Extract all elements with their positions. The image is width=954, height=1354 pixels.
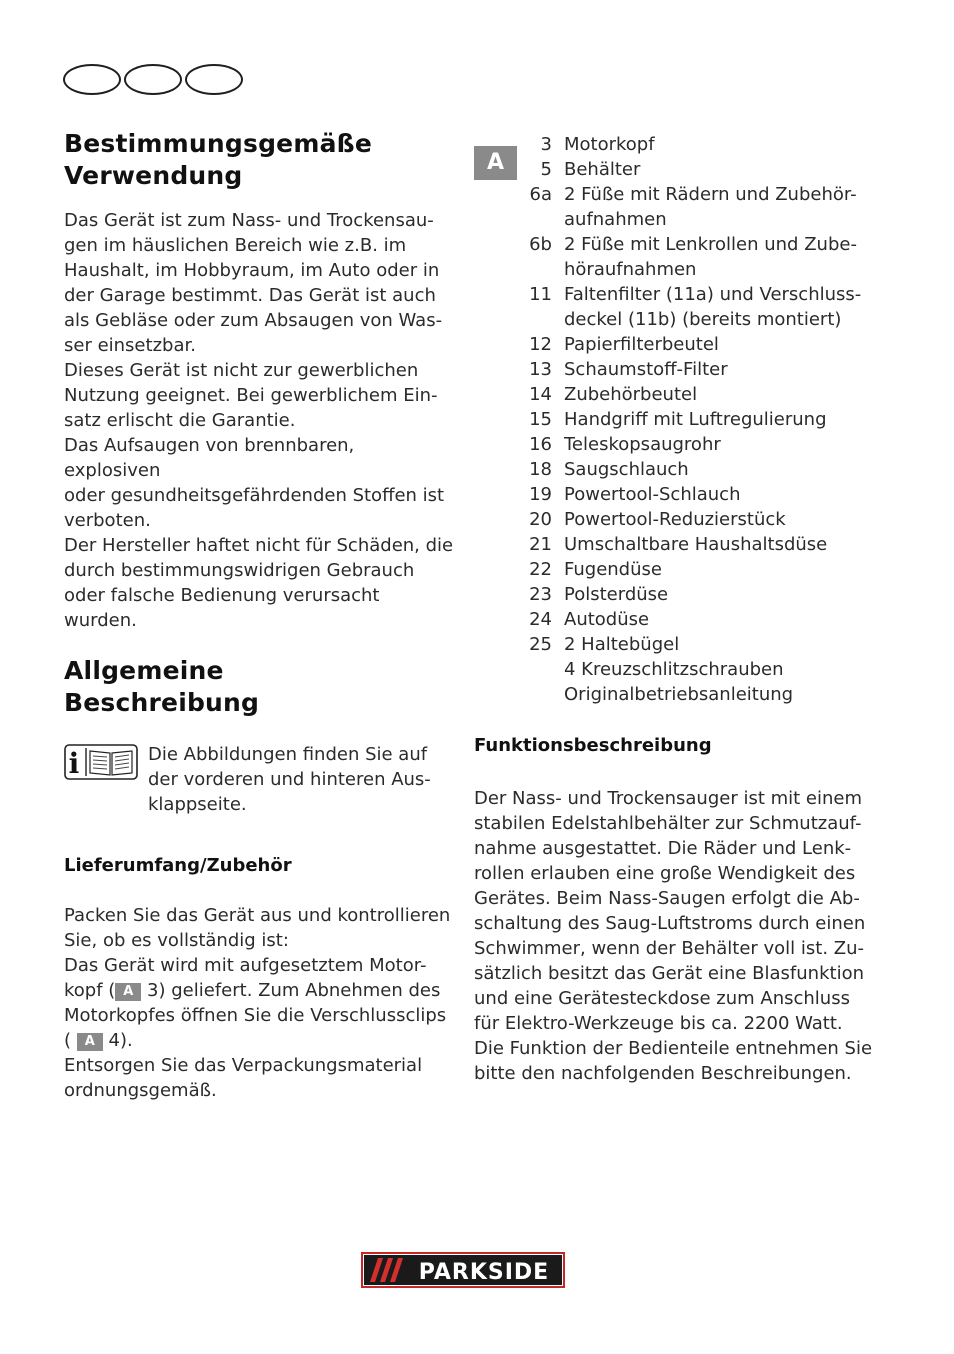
part-number: 21 [529,534,552,555]
parts-list-item [474,632,874,657]
part-name: Behälter [564,159,641,180]
text-line: Der Nass- und Trockensauger ist mit einem [474,788,863,809]
text-line: Dieses Gerät ist nicht zur gewerblichen [64,360,419,381]
part-number: 6b [529,234,552,255]
part-number [474,257,552,282]
language-ovals [63,64,243,95]
text-line: für Elektro-Werkzeuge bis ca. 2200 Watt. [474,1013,843,1034]
figure-a-badge: A [474,146,517,180]
text-line: satz erlischt die Garantie. [64,410,296,431]
text-line: Packen Sie das Gerät aus und kontrollieren [64,905,451,926]
part-number [474,657,552,682]
text-line: Nutzung geeignet. Bei gewerblichem Ein- [64,385,438,406]
part-name: Faltenfilter (11a) und Verschluss- [564,284,862,305]
part-number: 19 [529,484,552,505]
section-title-intended-use [64,128,454,192]
title-line: Verwendung [64,161,243,190]
title-line: Bestimmungsgemäße [64,129,372,158]
part-number: 15 [529,409,552,430]
parts-list-item [474,457,874,482]
text-line: bitte den nachfolgenden Beschreibungen. [474,1063,852,1084]
language-oval [124,64,182,95]
parts-list [474,132,874,707]
parts-list-item [474,682,874,707]
logo-wordmark: PARKSIDE [418,1260,550,1285]
part-number: 18 [529,459,552,480]
text-line: Der Hersteller haftet nicht für Schäden, die [64,535,454,556]
parts-list-item [474,182,874,207]
note-text [148,742,431,817]
text-line: Das Gerät wird mit aufgesetztem Motor- [64,955,427,976]
part-name: Powertool-Schlauch [564,484,741,505]
title-line: Allgemeine [64,656,224,685]
part-name: Motorkopf [564,134,655,155]
text-line: Die Abbildungen finden Sie auf [148,744,428,765]
parts-list-item [474,257,874,282]
part-number: 6a [529,184,552,205]
parts-list-item [474,582,874,607]
parts-list-item [474,657,874,682]
part-name: Powertool-Reduzierstück [564,509,786,530]
parts-list-item [474,232,874,257]
text-line: und eine Gerätesteckdose zum Anschluss [474,988,850,1009]
illustration-note [64,742,454,817]
section-title-description [64,655,454,719]
text-line [64,1028,454,1053]
parts-list-item [474,607,874,632]
text-line: der vorderen und hinteren Aus- [148,769,431,790]
text-line [64,978,454,1003]
text-line: Schwimmer, wenn der Behälter voll ist. Zu- [474,938,865,959]
parts-list-item [474,382,874,407]
parts-list-item [474,482,874,507]
section-title-function: Funktionsbeschreibung [474,735,712,756]
part-name: höraufnahmen [564,259,697,280]
svg-text:i: i [68,747,80,780]
text-line: klappseite. [148,794,247,815]
text-line: Haushalt, im Hobbyraum, im Auto oder in [64,260,440,281]
part-name: Handgriff mit Luftregulierung [564,409,827,430]
part-number: 16 [529,434,552,455]
part-name: Polsterdüse [564,584,669,605]
part-name: 2 Haltebügel [564,634,680,655]
parts-list-item [474,532,874,557]
part-number: 25 [529,634,552,655]
part-name: Schaumstoff-Filter [564,359,728,380]
part-number: 11 [529,284,552,305]
part-number: 13 [529,359,552,380]
function-text [474,786,874,1086]
part-number: 20 [529,509,552,530]
parts-list-item [474,307,874,332]
text-fragment: 3) geliefert. Zum Abnehmen des [147,980,441,1001]
language-oval [63,64,121,95]
parts-list-item [474,157,874,182]
part-name: Saugschlauch [564,459,689,480]
parts-list-item [474,132,874,157]
text-line: schaltung des Saug-Luftstroms durch einen [474,913,866,934]
scope-text [64,903,454,1103]
section-title-scope: Lieferumfang/Zubehör [64,855,292,876]
text-fragment: kopf ( [64,980,116,1001]
parts-list-item [474,282,874,307]
part-number: 14 [529,384,552,405]
text-line: ser einsetzbar. [64,335,196,356]
text-line: der Garage bestimmt. Das Gerät ist auch [64,285,436,306]
part-name: 2 Füße mit Rädern und Zubehör- [564,184,857,205]
part-name: 2 Füße mit Lenkrollen und Zube- [564,234,857,255]
part-name: Papierfilterbeutel [564,334,719,355]
part-name: 4 Kreuzschlitzschrauben [564,659,784,680]
part-name: Umschaltbare Haushaltsdüse [564,534,828,555]
part-number [474,207,552,232]
part-number [474,307,552,332]
text-line: Entsorgen Sie das Verpackungsmaterial [64,1055,423,1076]
text-line: Sie, ob es vollständig ist: [64,930,289,951]
text-line: sätzlich besitzt das Gerät eine Blasfunktion [474,963,864,984]
part-number: 24 [529,609,552,630]
text-fragment: 4). [108,1030,133,1051]
text-line: oder gesundheitsgefährdenden Stoffen ist [64,485,445,506]
text-fragment: ( [64,1030,72,1051]
text-line: ordnungsgemäß. [64,1080,217,1101]
text-line: rollen erlauben eine große Wendigkeit des [474,863,856,884]
parts-list-area [474,132,874,707]
text-line: Das Gerät ist zum Nass- und Trockensau- [64,210,434,231]
part-number: 12 [529,334,552,355]
info-foldout-icon [64,744,138,780]
text-line: Das Aufsaugen von brennbaren, explosiven [64,435,355,481]
language-oval [185,64,243,95]
parts-list-item [474,557,874,582]
parts-list-item [474,207,874,232]
figure-a-badge: A [115,983,141,1001]
part-name: Fugendüse [564,559,662,580]
part-number: 22 [529,559,552,580]
text-line: durch bestimmungswidrigen Gebrauch [64,560,415,581]
title-line: Beschreibung [64,688,260,717]
parts-list-item [474,507,874,532]
part-number: 5 [540,159,552,180]
parts-list-item [474,407,874,432]
part-name: deckel (11b) (bereits montiert) [564,309,842,330]
part-name: Teleskopsaugrohr [564,434,721,455]
text-line: Gerätes. Beim Nass-Saugen erfolgt die Ab- [474,888,860,909]
part-name: Originalbetriebsanleitung [564,684,794,705]
parts-list-item [474,357,874,382]
left-column [64,128,454,1103]
part-name: Autodüse [564,609,650,630]
part-name: Zubehörbeutel [564,384,698,405]
parkside-logo [360,1251,566,1289]
parts-list-item [474,332,874,357]
figure-a-badge: A [77,1033,103,1051]
text-line: stabilen Edelstahlbehälter zur Schmutzauf- [474,813,862,834]
text-line: nahme ausgestattet. Die Räder und Lenk- [474,838,852,859]
text-line: Motorkopfes öffnen Sie die Verschlussclips [64,1005,447,1026]
text-line: verboten. [64,510,151,531]
part-name: aufnahmen [564,209,667,230]
intended-use-text [64,208,454,633]
text-line: gen im häuslichen Bereich wie z.B. im [64,235,407,256]
part-number [474,682,552,707]
text-line: Die Funktion der Bedienteile entnehmen Sie [474,1038,873,1059]
right-column [474,132,874,1086]
text-line: oder falsche Bedienung verursacht wurden. [64,585,380,631]
parts-list-item [474,432,874,457]
text-line: als Gebläse oder zum Absaugen von Was- [64,310,443,331]
part-number: 23 [529,584,552,605]
part-number: 3 [540,134,552,155]
